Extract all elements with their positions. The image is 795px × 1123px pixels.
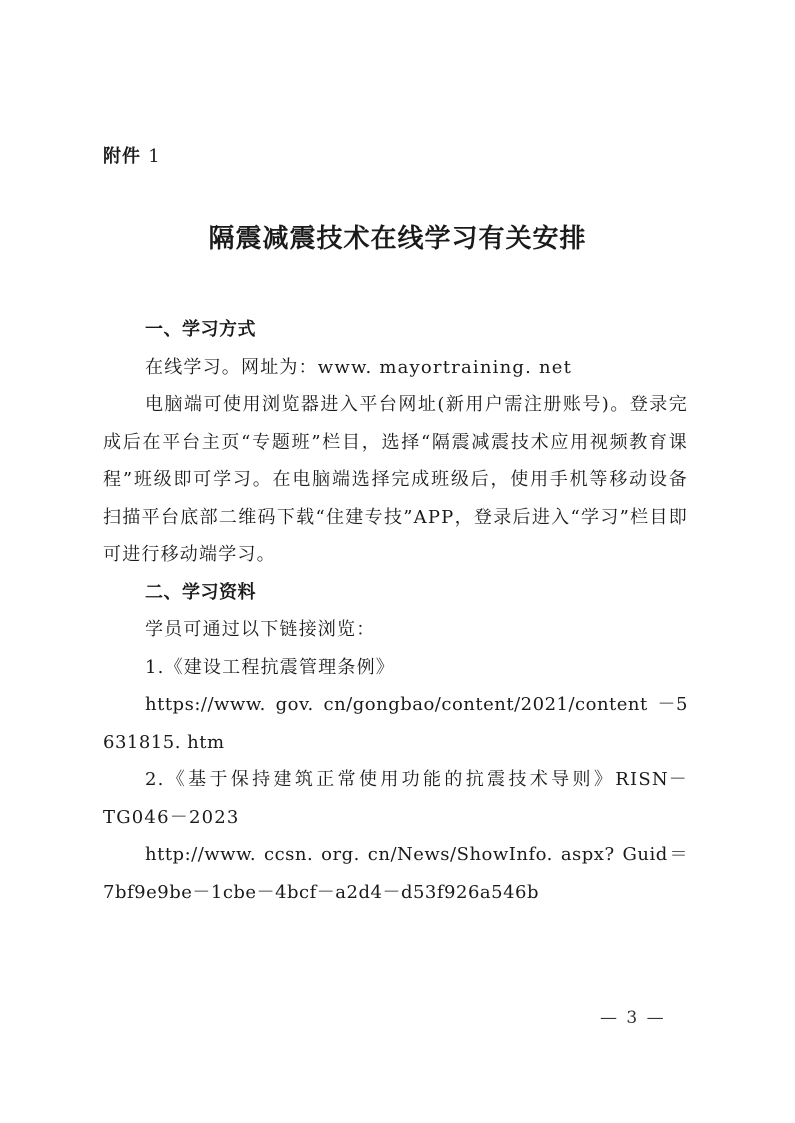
paragraph-instructions: 电脑端可使用浏览器进入平台网址(新用户需注册账号)。登录完成后在平台主页“专题班”栏目，选择“隔震减震技术应用视频教育课程”班级即可学习。在电脑端选择完成班级后，使用手机等移动设备扫描平台底部二维码下载“住建专技”APP，登录后进入“学习”栏目即可进行移动端学习。: [103, 394, 688, 565]
material-item-2-link[interactable]: http://www. ccsn. org. cn/News/ShowInfo. aspx? Guid＝7bf9e9be－1cbe－4bcf－a2d4－d53f926a546b: [103, 844, 688, 903]
attachment-text: 附件: [103, 146, 141, 167]
material-item-1-link[interactable]: https://www. gov. cn/gongbao/content/2021/content －5631815. htm: [103, 694, 688, 753]
attachment-label: [103, 142, 161, 168]
attachment-number: 1: [148, 146, 161, 167]
material-item-1-title: 1.《建设工程抗震管理条例》: [145, 656, 395, 678]
section-heading-study-method: 一、学习方式: [145, 319, 256, 340]
paragraph-online-url: 在线学习。网址为：www. mayortraining. net: [145, 356, 573, 378]
paragraph-materials-intro: 学员可通过以下链接浏览：: [145, 619, 376, 640]
document-body: [103, 311, 688, 911]
material-item-2-title: 2.《基于保持建筑正常使用功能的抗震技术导则》RISN－TG046－2023: [103, 769, 688, 828]
document-title: 隔震减震技术在线学习有关安排: [208, 224, 587, 254]
section-heading-study-materials: 二、学习资料: [145, 581, 256, 603]
page-number: — 3 —: [600, 1008, 666, 1028]
